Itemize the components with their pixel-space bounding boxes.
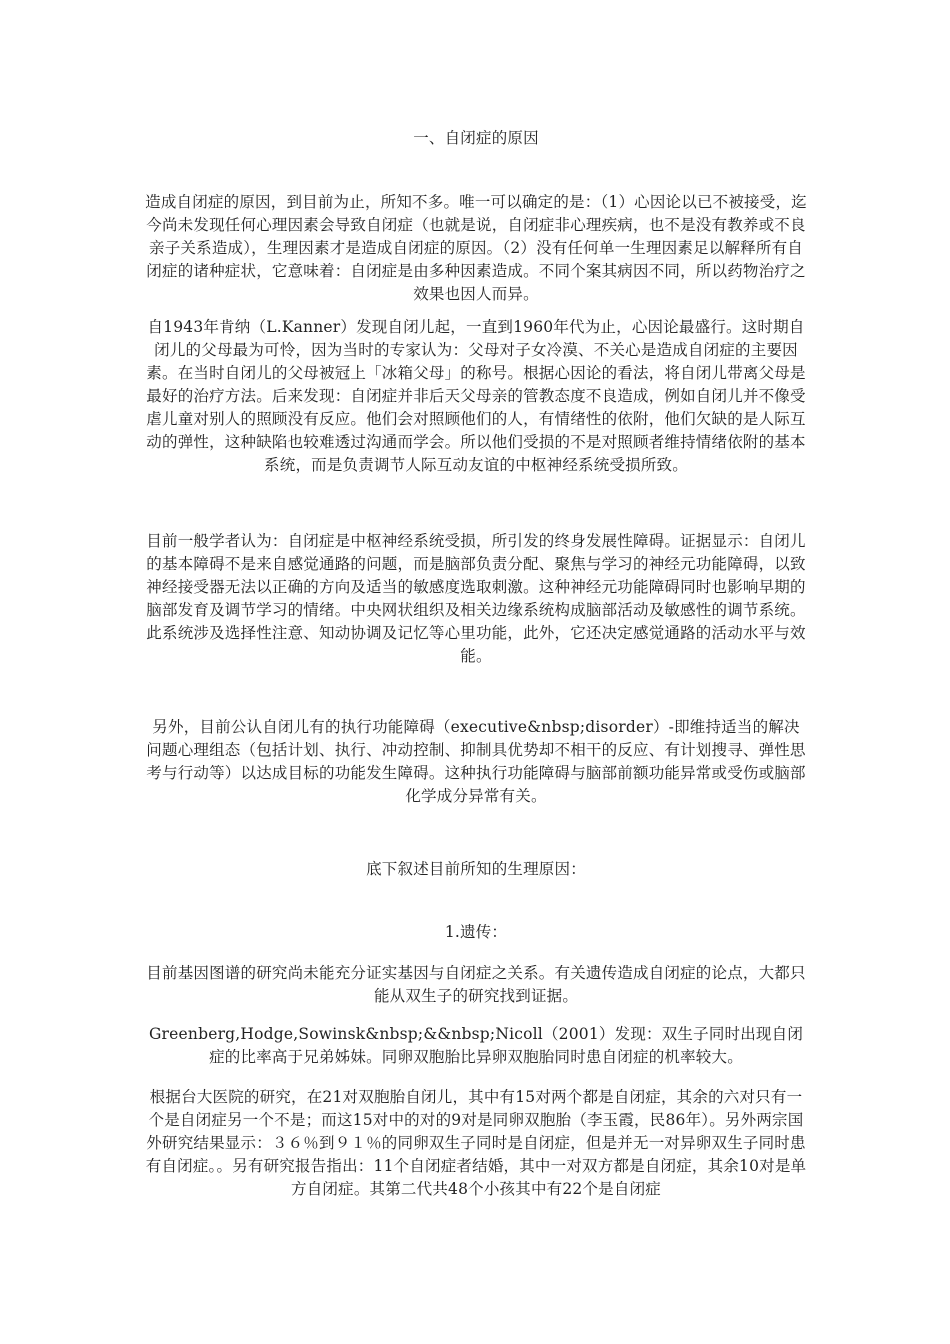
- paragraph-psychogenic-history: 自1943年肯纳（L.Kanner）发现自闭儿起，一直到1960年代为止，心因论最盛行。这时期自闭儿的父母最为可怜，因为当时的专家认为：父母对子女冷漠、不关心是造成自闭症的主要因素。在当时自闭儿的父母被冠上「冰箱父母」的称号。根据心因论的看法，将自闭儿带离父母是最好的治疗方法。后来发现：自闭症并非后天父母亲的管教态度不良造成，例如自闭儿并不像受虐儿童对别人的照顾没有反应。他们会对照顾他们的人，有情绪性的依附，他们欠缺的是人际互动的弹性，这种缺陷也较难透过沟通而学会。所以他们受损的不是对照顾者维持情绪依附的基本系统，而是负责调节人际互动友谊的中枢神经系统受损所致。: [146, 318, 806, 474]
- paragraph-executive-function: 另外，目前公认自闭儿有的执行功能障碍（executive&nbsp;disorder）-即维持适当的解决问题心理组态（包括计划、执行、冲动控制、抑制具优势却不相干的反应、有计划搜寻、弹性思考与行动等）以达成目标的功能发生障碍。这种执行功能障碍与脑部前额功能异常或受伤或脑部化学成分异常有关。: [146, 718, 806, 805]
- paragraph-twin-study: Greenberg,Hodge,Sowinsk&nbsp;&&nbsp;Nicoll（2001）发现：双生子同时出现自闭症的比率高于兄弟姊妹。同卵双胞胎比异卵双胞胎同时患自闭症的机率较大。: [148, 1025, 804, 1066]
- paragraph-cns-damage: 目前一般学者认为：自闭症是中枢神经系统受损，所引发的终身发展性障碍。证据显示：自闭儿的基本障碍不是来自感觉通路的问题，而是脑部负责分配、聚焦与学习的神经元功能障碍，以致神经接受器无法以正确的方向及适当的敏感度选取刺激。这种神经元功能障碍同时也影响早期的脑部发育及调节学习的情绪。中央网状组织及相关边缘系统构成脑部活动及敏感性的调节系统。此系统涉及选择性注意、知动协调及记忆等心里功能，此外，它还决定感觉通路的活动水平与效能。: [146, 532, 806, 665]
- subheading-genetics: 1.遗传：: [444, 923, 508, 941]
- paragraph-physiological-intro: 底下叙述目前所知的生理原因：: [366, 860, 586, 878]
- paragraph-causes-overview: 造成自闭症的原因，到目前为止，所知不多。唯一可以确定的是：（1）心因论以已不被接受，迄今尚未发现任何心理因素会导致自闭症（也就是说，自闭症非心理疾病，也不是没有教养或不良亲子关系造成），生理因素才是造成自闭症的原因。（2）没有任何单一生理因素足以解释所有自闭症的诸种症状，它意味着：自闭症是由多种因素造成。不同个案其病因不同，所以药物治疗之效果也因人而异。: [145, 193, 807, 303]
- paragraph-ntu-research: 根据台大医院的研究，在21对双胞胎自闭儿，其中有15对两个都是自闭症，其余的六对只有一个是自闭症另一个不是；而这15对中的对的9对是同卵双胞胎（李玉霞，民86年）。另外两宗国外研究结果显示：３６％到９１％的同卵双生子同时是自闭症，但是并无一对异卵双生子同时患有自闭症。。另有研究报告指出：11个自闭症者结婚，其中一对双方都是自闭症，其余10对是单方自闭症。其第二代共48个小孩其中有22个是自闭症: [145, 1088, 807, 1198]
- section-title: 一、自闭症的原因: [413, 129, 539, 147]
- paragraph-gene-mapping: 目前基因图谱的研究尚未能充分证实基因与自闭症之关系。有关遗传造成自闭症的论点，大都只能从双生子的研究找到证据。: [146, 964, 806, 1005]
